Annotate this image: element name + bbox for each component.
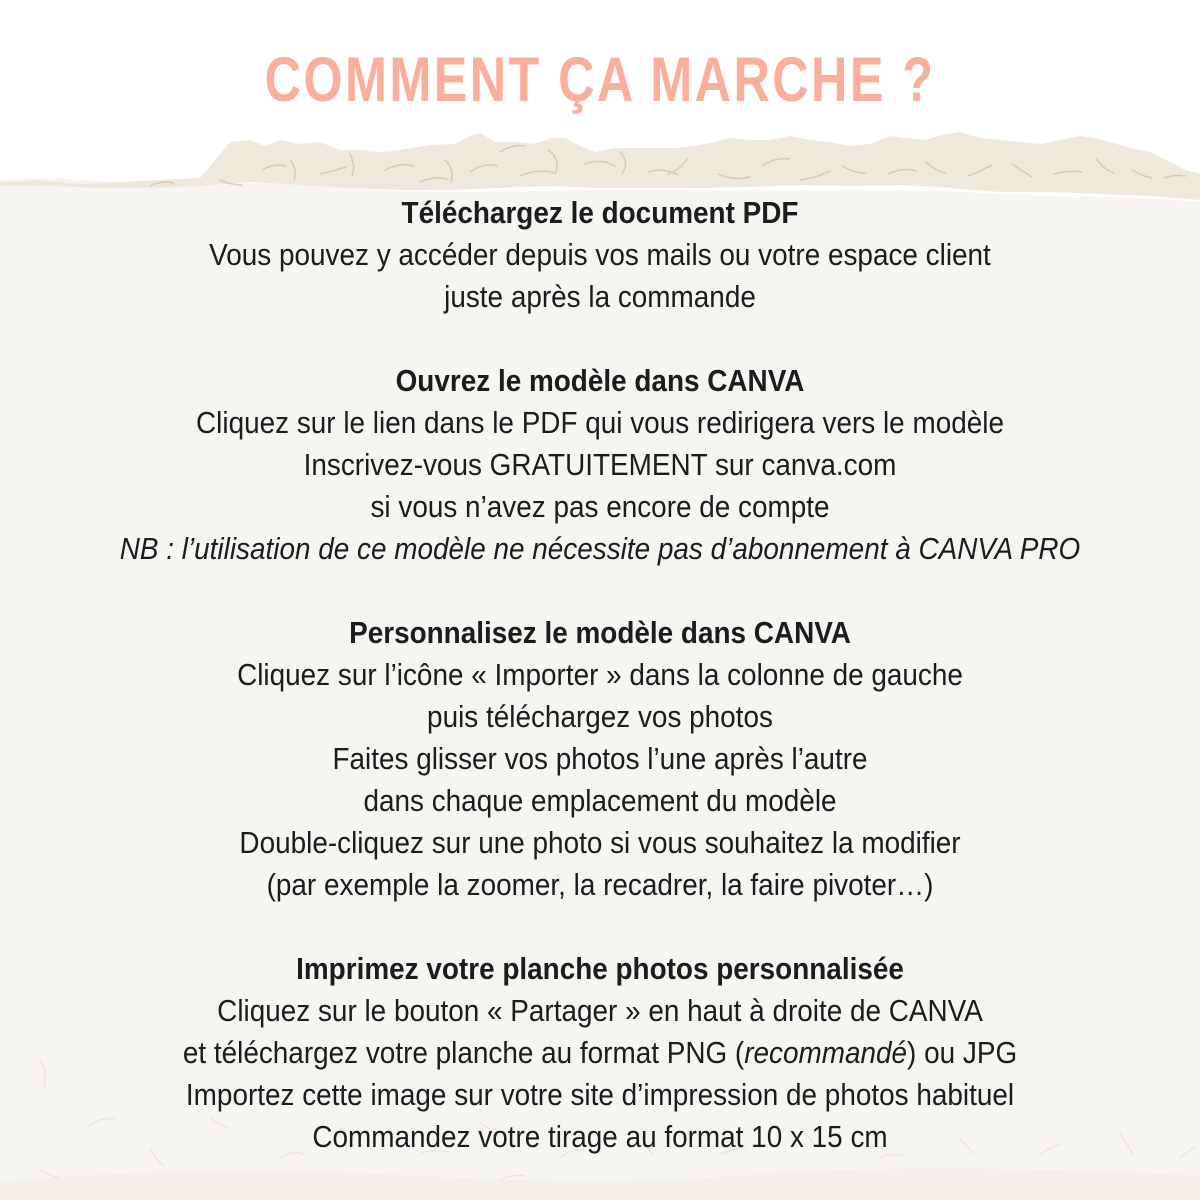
step-line: et téléchargez votre planche au format PNG (recommandé) ou JPG: [182, 1035, 1018, 1070]
step-line: Commandez votre tirage au format 10 x 15 cm: [312, 1119, 888, 1154]
step-line: Importez cette image sur votre site d’impression de photos habituel: [185, 1077, 1015, 1112]
step-heading: Imprimez votre planche photos personnalisée: [296, 951, 904, 986]
step-line: Inscrivez-vous GRATUITEMENT sur canva.com: [303, 447, 897, 482]
step-section-2: [60, 360, 1140, 570]
step-line: NB : l’utilisation de ce modèle ne nécessite pas d’abonnement à CANVA PRO: [119, 531, 1081, 566]
step-heading: Ouvrez le modèle dans CANVA: [395, 363, 805, 398]
step-line: dans chaque emplacement du modèle: [363, 783, 837, 818]
step-line: Double-cliquez sur une photo si vous souhaitez la modifier: [239, 825, 961, 860]
step-line: Vous pouvez y accéder depuis vos mails ou votre espace client: [209, 237, 991, 272]
step-line: Cliquez sur le bouton « Partager » en haut à droite de CANVA: [217, 993, 983, 1028]
instructions: [60, 192, 1140, 1158]
header: [0, 0, 1200, 116]
step-line: Cliquez sur l’icône « Importer » dans la colonne de gauche: [237, 657, 963, 692]
step-line: Cliquez sur le lien dans le PDF qui vous redirigera vers le modèle: [196, 405, 1004, 440]
step-line: puis téléchargez vos photos: [427, 699, 773, 734]
step-line: si vous n’avez pas encore de compte: [370, 489, 830, 524]
step-line: juste après la commande: [444, 279, 756, 314]
step-line: (par exemple la zoomer, la recadrer, la faire pivoter…): [266, 867, 934, 902]
step-section-1: [60, 192, 1140, 318]
page-title: COMMENT ÇA MARCHE ?: [264, 45, 936, 115]
step-section-3: [60, 612, 1140, 906]
step-section-4: [60, 948, 1140, 1158]
step-heading: Personnalisez le modèle dans CANVA: [349, 615, 851, 650]
step-heading: Téléchargez le document PDF: [401, 195, 799, 230]
step-line: Faites glisser vos photos l’une après l’autre: [332, 741, 868, 776]
